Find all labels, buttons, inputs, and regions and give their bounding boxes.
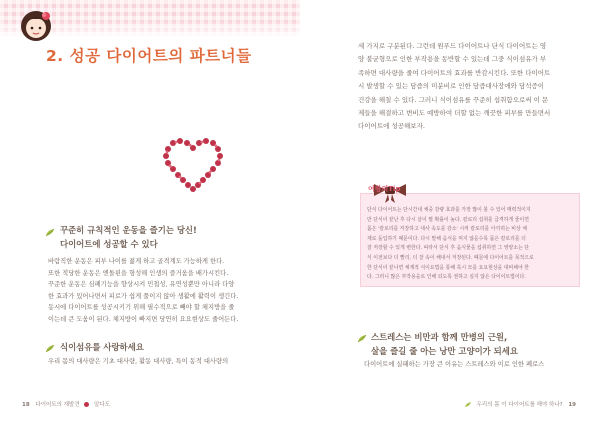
section1-line: 동시에 다이어트를 성공시키기 위해 필수적으로 빼야 할 체지방을 줄 xyxy=(48,304,235,312)
right-line: 세 가지로 구분된다. 그런데 원푸드 다이어트나 단식 다이어트는 영 xyxy=(358,42,547,50)
tip-line: 제로 돌입하기 때문이다. 다시 말해 음식을 먹지 않을수록 몸은 칼로리를 더 xyxy=(367,235,526,242)
footer-right-title: 우리의 몸 이 다이어트를 해야 하나? xyxy=(476,402,563,408)
tip-box xyxy=(360,193,580,287)
section2-line: 우리 몸의 대사량은 기초 대사량, 활동 대사량, 특이 동적 대사량의 xyxy=(48,358,229,365)
right-line: 시 발생할 수 있는 담즙의 미분비로 인한 담즙대사장애와 담석증이 xyxy=(358,82,545,91)
right-section-title-line1: 스트레스는 비만과 함께 만병의 근원, xyxy=(371,332,508,342)
girl-avatar-icon xyxy=(14,4,58,44)
page-number-right: 19 xyxy=(568,402,576,408)
footer-left-sub: 알다도 xyxy=(94,402,111,408)
tip-line: 단식 다이어트는 단시간내 체중 감량 효과를 가장 많이 볼 수 있어 매력적이지 xyxy=(367,207,531,213)
tip-line: 한 단식이 끝나면 체계적 식이요법을 통해 혹시 모를 요요현상을 대비해야 한 xyxy=(367,264,530,271)
section1-line: 한 효과가 있어나면서 피로가 쉽게 풀이지 않아 생활에 활력이 생긴다. xyxy=(48,292,239,300)
section2-body xyxy=(42,356,292,368)
footer-leaf-icon xyxy=(465,402,472,407)
leaf-bullet-icon xyxy=(45,344,57,353)
tip-line: 몸은 '칼로리를 저장하고 대사 속도를 감소' 시켜 칼로리를 아끼려는 비상 체 xyxy=(367,226,527,233)
right-line: 제들을 해결하고 변비도 예방하여 더할 없는 깨끗한 피부를 만들면서 xyxy=(358,109,551,118)
footer-dot-icon xyxy=(84,402,89,407)
footer-left xyxy=(22,400,110,408)
leaf-bullet-icon xyxy=(45,228,57,237)
leaf-bullet-icon xyxy=(357,334,369,343)
section2-title: 식이섬유를 사랑하세요 xyxy=(60,342,144,352)
tip-text xyxy=(367,206,575,283)
section1-line: 바람직한 운동은 피부 나이를 젊게 하고 골격계도 가능하게 한다. xyxy=(48,258,225,265)
page-number-left: 18 xyxy=(22,402,30,408)
chapter-heading xyxy=(46,44,252,66)
tip-line: 다. 그러니 많은 부작용을로 인해 되도록 권하고 싶지 않은 다이어트법이다. xyxy=(367,274,526,281)
heading-number: 2. xyxy=(46,47,64,65)
section1-line: 이는데 큰 도움이 된다. 체지방이 빠지면 당연히 요요현상도 줄어든다. xyxy=(48,315,239,323)
footer-left-title: 다이어트의 재발견 xyxy=(35,402,80,408)
tip-line: 만 단식이 끝난 후 다시 살이 찔 확률이 높다. 칼로리 섭취를 급격하게 줄이면 xyxy=(367,216,529,223)
section1-line: 꾸준한 운동은 심폐기능을 향상시켜 민첩성, 유연성뿐만 아니라 다양 xyxy=(48,281,235,289)
tip-label: 여왕의Tip xyxy=(368,185,401,193)
right-section-body xyxy=(358,359,590,371)
section1-body xyxy=(42,256,282,326)
section1-title-line1: 꾸준히 규칙적인 운동을 즐기는 당신! xyxy=(60,225,197,235)
section1-title-line2: 다이어트에 성공할 수 있다 xyxy=(60,239,158,249)
right-line: 건강을 해칠 수 있다. 그러니 식이섬유를 꾸준히 섭취함으로써 이 문 xyxy=(358,95,549,104)
section1-line: 또한 적당한 운동은 엔돌핀을 형성해 인생의 즐거움을 배가시킨다. xyxy=(48,269,229,277)
section1-title xyxy=(60,223,197,251)
right-section-title xyxy=(371,330,518,358)
right-line: 양 불균형으로 인한 부작용을 동반할 수 있는데 그중 식이섬유가 부 xyxy=(358,55,547,64)
tip-line: 식 이전보다 더 빨리, 더 잘 속이 해내서 저장된다. 때문에 다이어트를 목적으로 xyxy=(367,254,534,261)
right-section-title-line2: 살을 즐길 줄 아는 낭만 고양이가 되세요 xyxy=(371,346,518,356)
right-line: 족하면 대사량을 줄여 다이어트의 효과를 반감시킨다. 또한 다이어트 xyxy=(358,68,551,77)
bead-heart-illustration xyxy=(158,128,228,198)
right-line: 다이어트에 성공해보자. xyxy=(358,122,425,131)
tip-line: 잘 저장할 수 있게 변한다. 따라서 단식 후 음식물을 섭취하면 그 영양소는 단 xyxy=(367,245,529,252)
footer-right xyxy=(462,400,576,408)
right-section-line: 다이어트에 실패하는 가장 큰 이유는 스트레스와 이로 인한 폐로스 xyxy=(364,361,545,368)
heading-title: 성공 다이어트의 파트너들 xyxy=(69,47,252,65)
right-intro-body xyxy=(358,40,586,134)
